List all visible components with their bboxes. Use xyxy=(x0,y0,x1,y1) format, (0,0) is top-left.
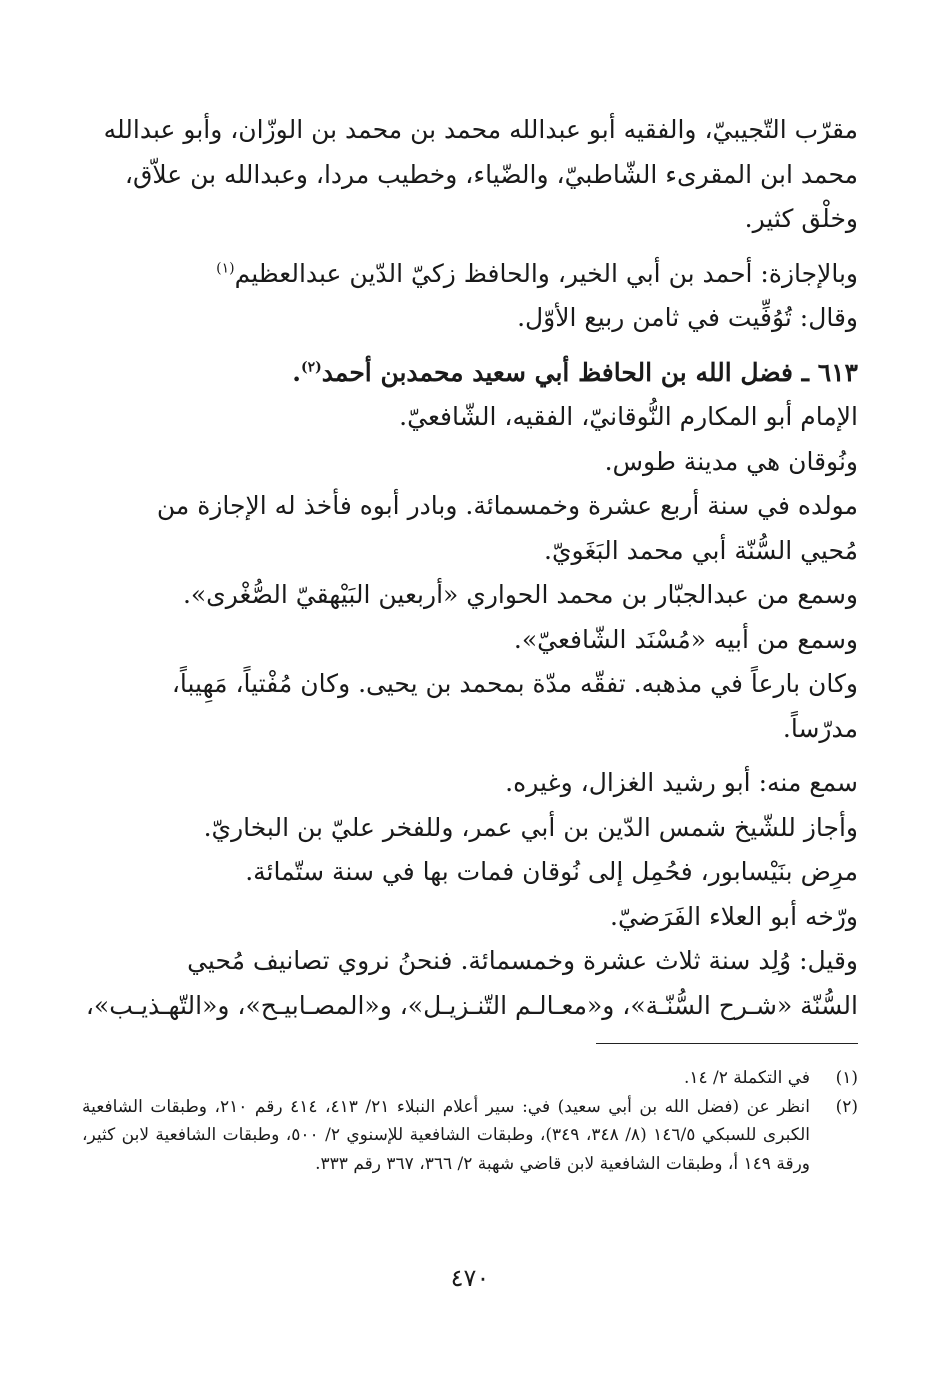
text-line: ونُوقان هي مدينة طوس. xyxy=(604,446,858,476)
text-line: مدرّساً. xyxy=(782,713,858,743)
heading-period: . xyxy=(292,357,301,387)
footnote-text: انظر عن (فضل الله بن أبي سعيد) في: سير أعلام النبلاء ٢١/ ٤١٣، ٤١٤ رقم ٢١٠، وطبقات الشافعية الكبرى للسبكي ١٤٦/٥ (٨/ ٣٤٨، ٣٤٩)، وطبقات الشافعية للإسنوي ٢/ ٥٠٠، وطبقات الشافعية لابن كثير، ورقة ١٤٩ أ، وطبقات الشافعية لابن قاضي شهبة ٢/ ٣٦٦، ٣٦٧ رقم ٣٣٣. xyxy=(82,1096,811,1174)
footnote-number: (١) xyxy=(835,1068,858,1088)
text-line: محمد ابن المقرىء الشّاطبيّ، والضّياء، وخطيب مردا، وعبدالله بن علاّق، xyxy=(124,159,858,189)
text-line: الإمام أبو المكارم النُّوقانيّ، الفقيه، الشّافعيّ. xyxy=(399,402,858,431)
footnote-2 xyxy=(82,1093,858,1179)
text-line: مولده في سنة أربع عشرة وخمسمائة. وبادر أبوه فأخذ له الإجازة من xyxy=(156,491,858,520)
text-line: مُحيي السُّنّة أبي محمد البَغَويّ. xyxy=(544,535,858,565)
footnote-1 xyxy=(82,1064,858,1093)
footnote-ref-2: (٢) xyxy=(300,359,322,376)
text-line: مقرّب التّجيبيّ، والفقيه أبو عبدالله محمد بن محمد بن الوزّان، وأبو عبدالله xyxy=(103,115,858,144)
main-text xyxy=(82,108,858,1028)
text-segment: وبالإجازة: أحمد بن أبي الخير، والحافظ زكيّ الدّين عبدالعظيم xyxy=(234,258,858,288)
text-line: وخلْق كثير. xyxy=(744,204,858,233)
text-line: ورّخه أبو العلاء الفَرَضيّ. xyxy=(610,901,858,931)
text-line: سمع منه: أبو رشيد الغزال، وغيره. xyxy=(505,768,858,797)
footnote-ref-1: (١) xyxy=(216,260,235,277)
text-line: وأجاز للشّيخ شمس الدّين بن أبي عمر، وللفخر عليّ بن البخاريّ. xyxy=(203,812,858,842)
entry-heading-text: ٦١٣ ـ فضل الله بن الحافظ أبي سعيد محمدبن أحمد xyxy=(321,357,858,387)
text-line: وسمع من أبيه «مُسْنَد الشّافعيّ». xyxy=(513,624,858,654)
entry-heading xyxy=(82,351,858,396)
paragraph-gap xyxy=(82,242,858,252)
footnote-divider xyxy=(596,1043,858,1044)
text-line: مرِض بنَيْسابور، فحُمِل إلى نُوقان فمات بها في سنة ستّمائة. xyxy=(245,857,858,886)
text-line: وقيل: وُلِد سنة ثلاث عشرة وخمسمائة. فنحنُ نروي تصانيف مُحيي xyxy=(187,946,858,975)
text-line: وكان بارعاً في مذهبه. تفقّه مدّة بمحمد بن يحيى. وكان مُفْتياً، مَهِيباً، xyxy=(171,669,858,698)
page-number: ٤٧٠ xyxy=(450,1264,490,1292)
footnotes xyxy=(82,1064,858,1178)
paragraph-gap xyxy=(82,751,858,761)
text-line: وقال: تُوُفِّيت في ثامن ربيع الأوّل. xyxy=(517,303,858,332)
footnote-text: في التكملة ٢/ ١٤. xyxy=(683,1068,810,1088)
paragraph-gap xyxy=(82,341,858,351)
text-line xyxy=(82,252,858,297)
text-line: وسمع من عبدالجبّار بن محمد الحواري «أربعين البَيْهقيّ الصُّغْرى». xyxy=(182,580,858,609)
text-line: السُّنّة «شـرح السُّنّـة»، و«معـالـم التّنـزيـل»، و«المصـابيـح»، و«التّهـذيـب»، xyxy=(85,990,858,1020)
footnote-number: (٢) xyxy=(835,1096,858,1117)
